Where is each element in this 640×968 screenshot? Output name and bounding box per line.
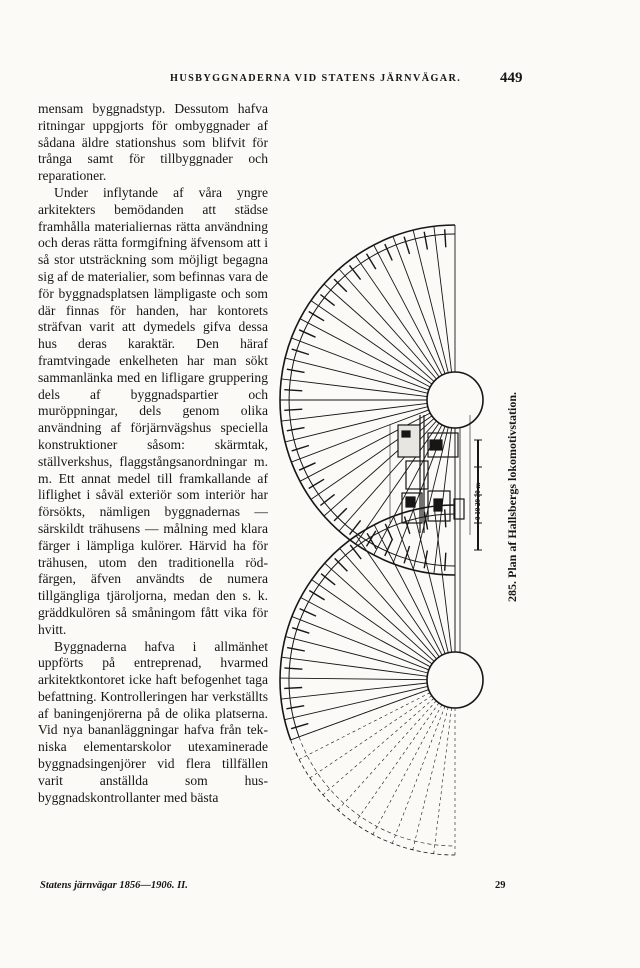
footer-source: Statens järnvägar 1856—1906. II. [40, 880, 188, 891]
locomotive-station-plan [270, 95, 485, 885]
body-text [38, 101, 268, 806]
page-number: 449 [500, 70, 523, 86]
footer-signature: 29 [495, 880, 506, 891]
upper-roundhouse [280, 225, 483, 652]
scale-label: 0 10 20 30 m [474, 482, 482, 520]
paragraph: mensam byggnadstyp. Dessutom hafva ritningar uppgjorts för ombyggnader af sådana äldre stationshus som blifvit för trånga samt för tillbyggnader och reparationer. [38, 101, 268, 184]
central-building [390, 415, 470, 535]
figure-caption: 285. Plan af Hallsbergs lokomotivstation. [505, 391, 519, 602]
running-title: HUSBYGGNADERNA VID STATENS JÄRNVÄGAR. [170, 73, 462, 84]
paragraph: Byggnaderna hafva i allmänhet uppförts på entreprenad, hvarmed arkitektkontoret icke haft befogenhet taga befattning. Kontrolleringen har verkställts af baningenjörerna på de olika platserna. Vid nya bananläggningar hafva från tekniska elementarskolor utexaminerade byggnadsingenjörer vid flera tillfällen varit anställda som husbyggnadskontrollanter med bästa [38, 638, 268, 805]
lower-roundhouse [280, 505, 483, 855]
paragraph: Under inflytande af våra yngre arkitekters bemödanden att städse framhålla materialiernas rätta användning och deras rätta formgifning äfvensom att i så stor utsträckning som möjligt begagna sig af de materialier, som befinnas vara de för byggnadsplatsen lämpligaste och som där finnas för handen, har kontorets sträfvan varit att dymedels gifva dessa hus deras karaktär. Den häraf framtvingade enkelheten har man sökt sammanlänka med en lifligare gruppering dels af byggnadspartier och muröppningar, dels genom olika användning af förjärnvägshus speciella konstruktioner såsom: skärmtak, ställverkshus, flaggstångsanordningar m. m. Ett annat medel till framkallande af liflighet i såväl exteriör som interiör har försökts, nämligen byggnadernas — särskildt trähusens — målning med klara färger i lämpliga kulörer. Härvid ha för trähusen, utom den traditionella rödfärgen, äfven användts de numera tillgängliga tjäroljorna, medan den s. k. gräddkulören så småningom fått vika för hvitt. [38, 184, 268, 637]
